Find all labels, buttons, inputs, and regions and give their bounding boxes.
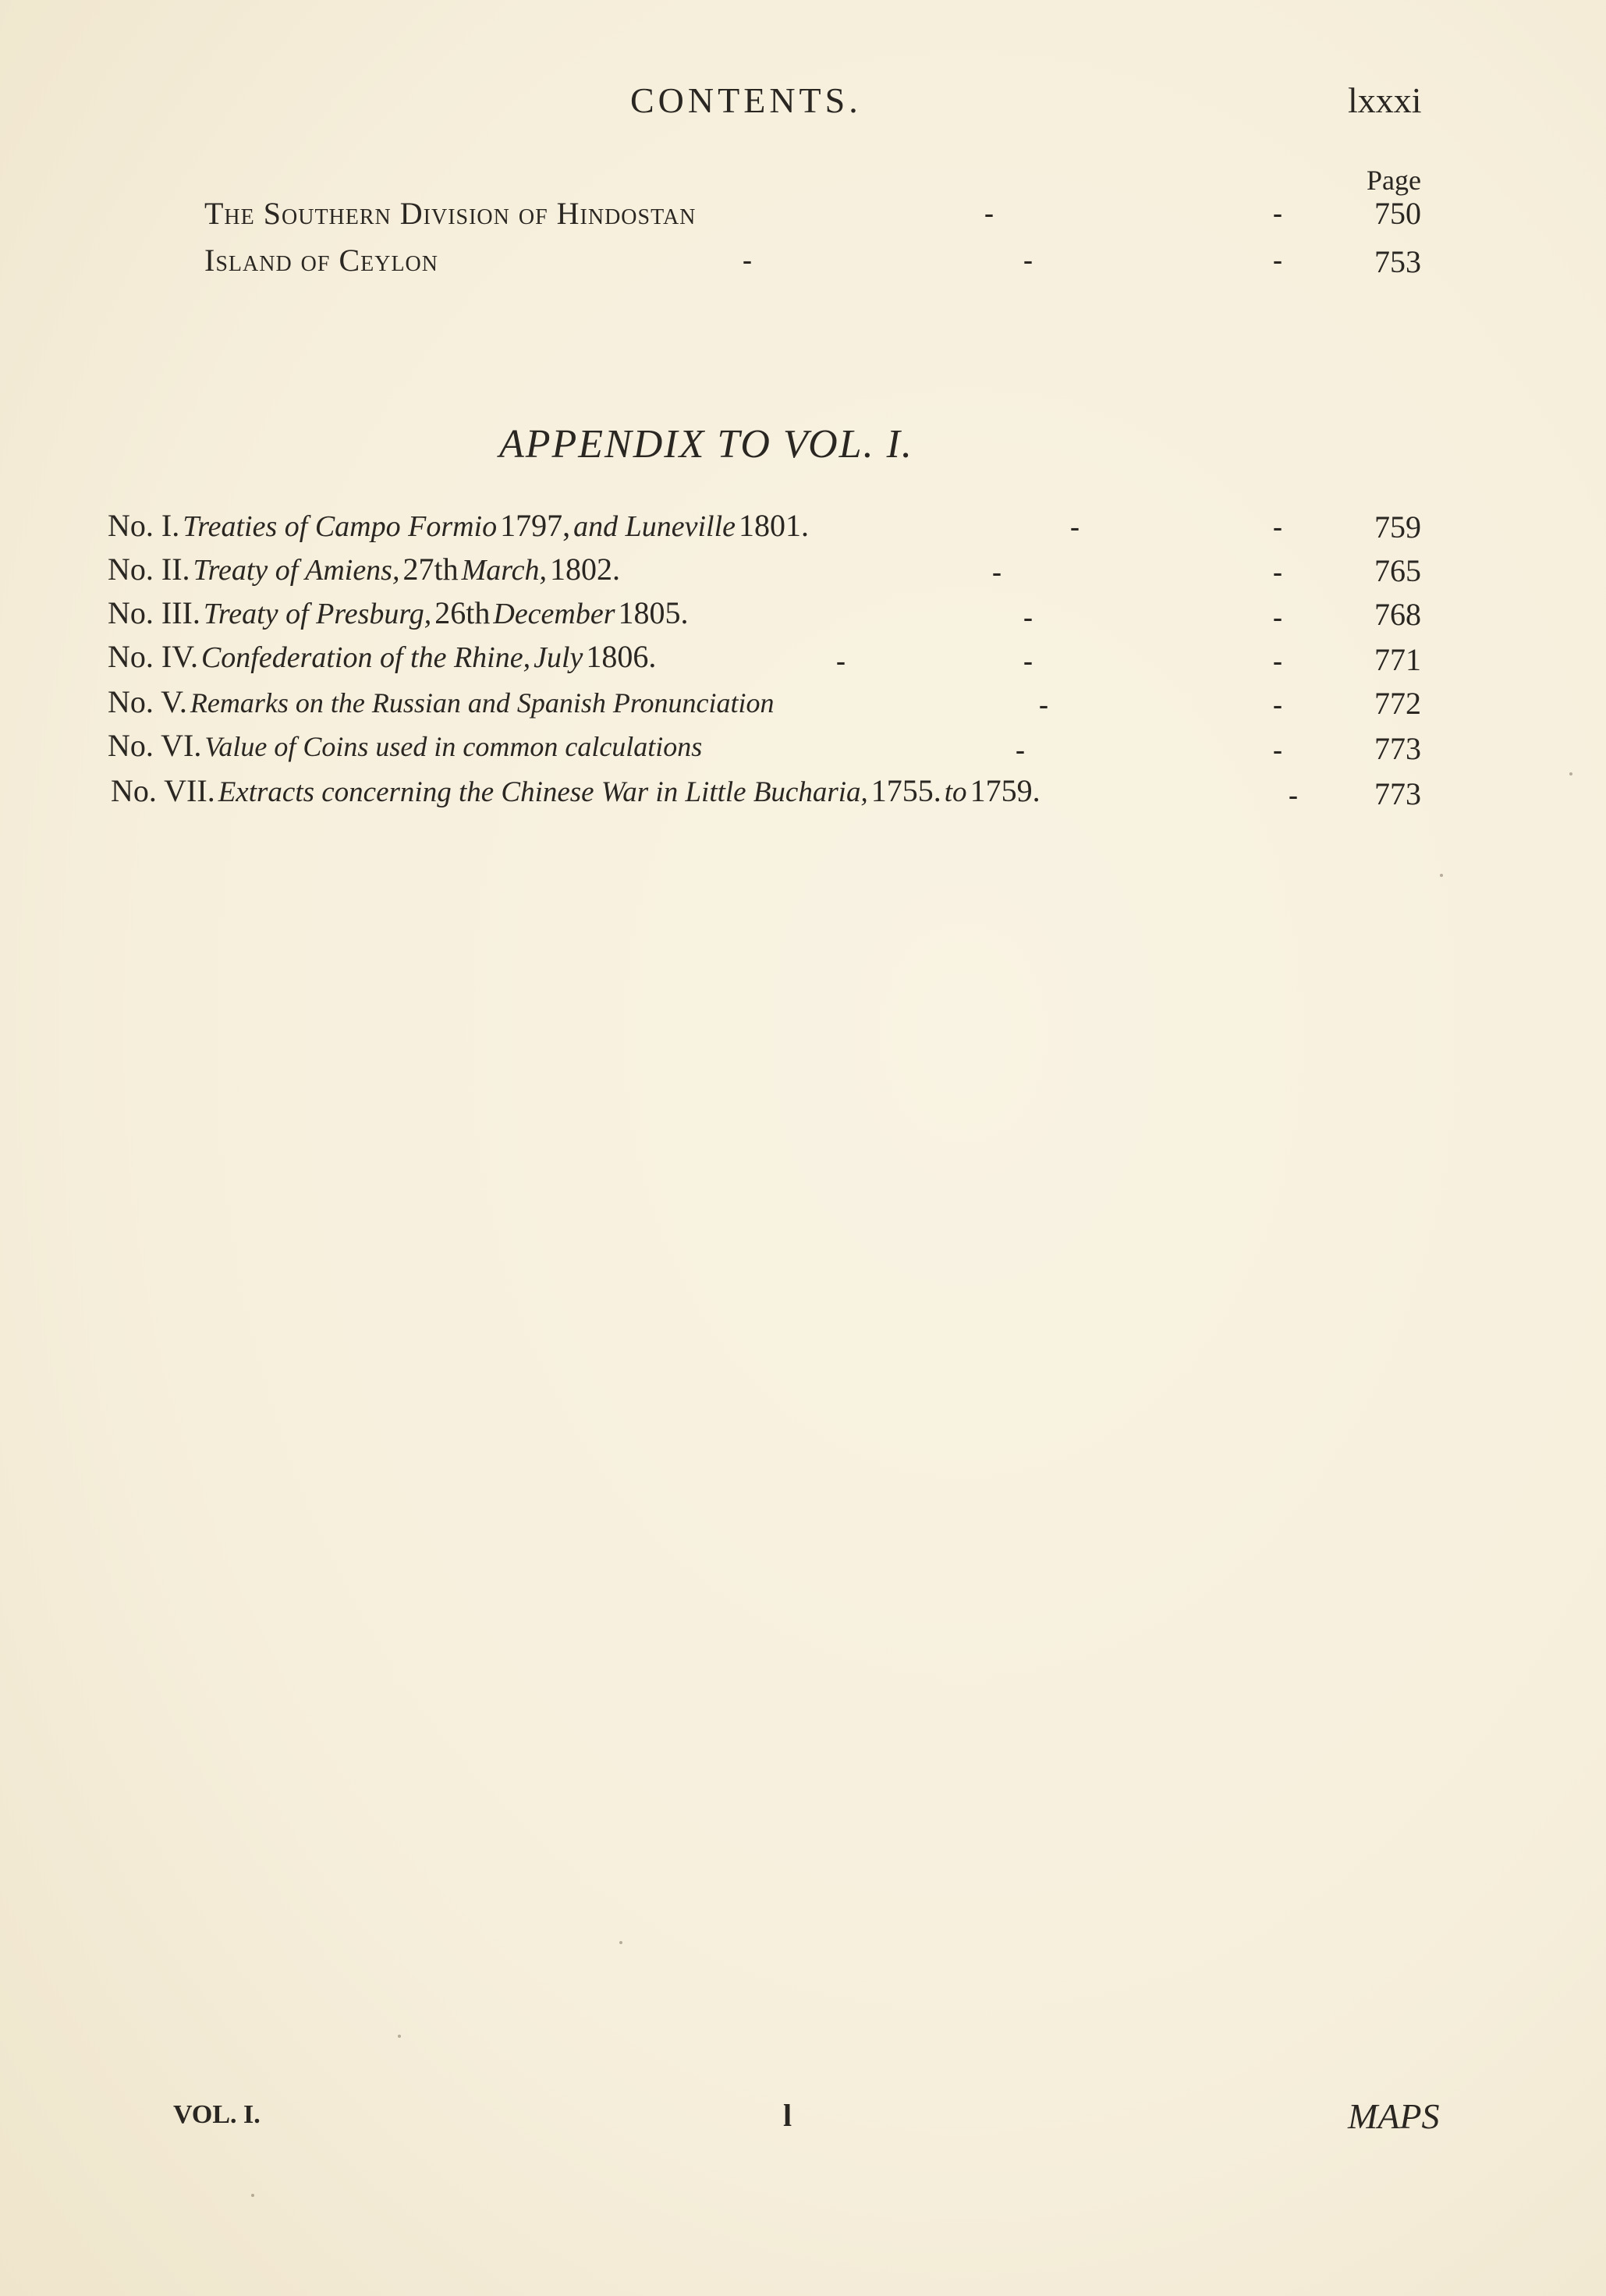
leader-dash: - (984, 197, 994, 229)
volume-signature: VOL. I. (173, 2100, 261, 2129)
item-page: 773 (1374, 776, 1421, 811)
paper-speck (398, 2035, 401, 2038)
leader-dash: - (1273, 197, 1282, 229)
item-title: Extracts concerning the Chinese War in Little Bucharia, (218, 776, 868, 808)
item-number: No. V. (108, 684, 187, 719)
item-title: Remarks on the Russian and Spanish Pronunciation (190, 687, 775, 719)
item-title-continued: July (534, 641, 583, 674)
item-page: 771 (1374, 642, 1421, 677)
appendix-item (108, 638, 656, 675)
leader-dash: - (1273, 511, 1282, 542)
item-date: 1759. (970, 773, 1041, 808)
appendix-item (108, 727, 702, 764)
leader-dash: - (1289, 779, 1298, 811)
item-date: 27th (402, 552, 459, 587)
item-date: 1805. (618, 595, 689, 630)
paper-speck (251, 2194, 254, 2197)
item-title: Treaties of Campo Formio (183, 510, 498, 543)
paper-speck (619, 1941, 622, 1944)
item-number: No. VII. (111, 773, 215, 808)
leader-dash: - (1039, 689, 1048, 720)
item-title: Confederation of the Rhine, (200, 641, 531, 674)
item-date: 1801. (739, 508, 810, 543)
item-number: No. IV. (108, 639, 198, 674)
item-page: 773 (1374, 731, 1421, 766)
leader-dash: - (1273, 734, 1282, 765)
paper-speck (1440, 874, 1443, 877)
appendix-heading: APPENDIX TO VOL. I. (499, 422, 913, 467)
item-page: 759 (1374, 509, 1421, 545)
item-page: 768 (1374, 597, 1421, 632)
item-title-continued: to (944, 776, 967, 808)
contents-entry-page: 753 (1374, 244, 1421, 279)
appendix-item (108, 507, 809, 544)
paper-speck (1569, 772, 1572, 775)
leader-dash: - (1023, 602, 1033, 633)
leader-dash: - (1023, 244, 1033, 275)
item-page: 772 (1374, 686, 1421, 721)
item-date: 1806. (586, 639, 657, 674)
contents-entry-page: 750 (1374, 196, 1421, 231)
contents-entry-title: Island of Ceylon (204, 243, 438, 278)
leader-dash: - (1273, 602, 1282, 633)
appendix-item (108, 594, 689, 631)
item-date: 1802. (550, 552, 621, 587)
leader-dash: - (743, 244, 752, 275)
leader-dash: - (1273, 556, 1282, 587)
item-title-continued: March, (461, 554, 548, 587)
item-page: 765 (1374, 553, 1421, 588)
leader-dash: - (836, 645, 846, 676)
item-number: No. II. (108, 552, 190, 587)
gathering-signature: l (783, 2098, 792, 2133)
item-number: No. I. (108, 508, 180, 543)
running-head: CONTENTS. (630, 80, 862, 120)
appendix-item (111, 772, 1041, 809)
contents-entry-title: The Southern Division of Hindostan (204, 196, 697, 231)
leader-dash: - (1273, 645, 1282, 676)
item-title: Value of Coins used in common calculations (204, 731, 703, 762)
item-number: No. VI. (108, 728, 202, 763)
leader-dash: - (1070, 511, 1080, 542)
catchword: MAPS (1348, 2096, 1440, 2136)
appendix-item (108, 551, 620, 587)
item-date: 1797, (500, 508, 571, 543)
page-number: lxxxi (1348, 80, 1422, 120)
appendix-item (108, 683, 775, 720)
item-number: No. III. (108, 595, 200, 630)
item-title: Treaty of Presburg, (203, 598, 432, 630)
item-date: 26th (434, 595, 491, 630)
item-date: 1755. (870, 773, 941, 808)
leader-dash: - (1273, 244, 1282, 275)
leader-dash: - (992, 556, 1002, 587)
item-title-continued: December (493, 598, 615, 630)
leader-dash: - (1023, 645, 1033, 676)
item-title-continued: and Luneville (573, 510, 736, 543)
leader-dash: - (1016, 734, 1025, 765)
item-title: Treaty of Amiens, (193, 554, 400, 587)
page-column-label: Page (1367, 165, 1421, 196)
leader-dash: - (1273, 689, 1282, 720)
